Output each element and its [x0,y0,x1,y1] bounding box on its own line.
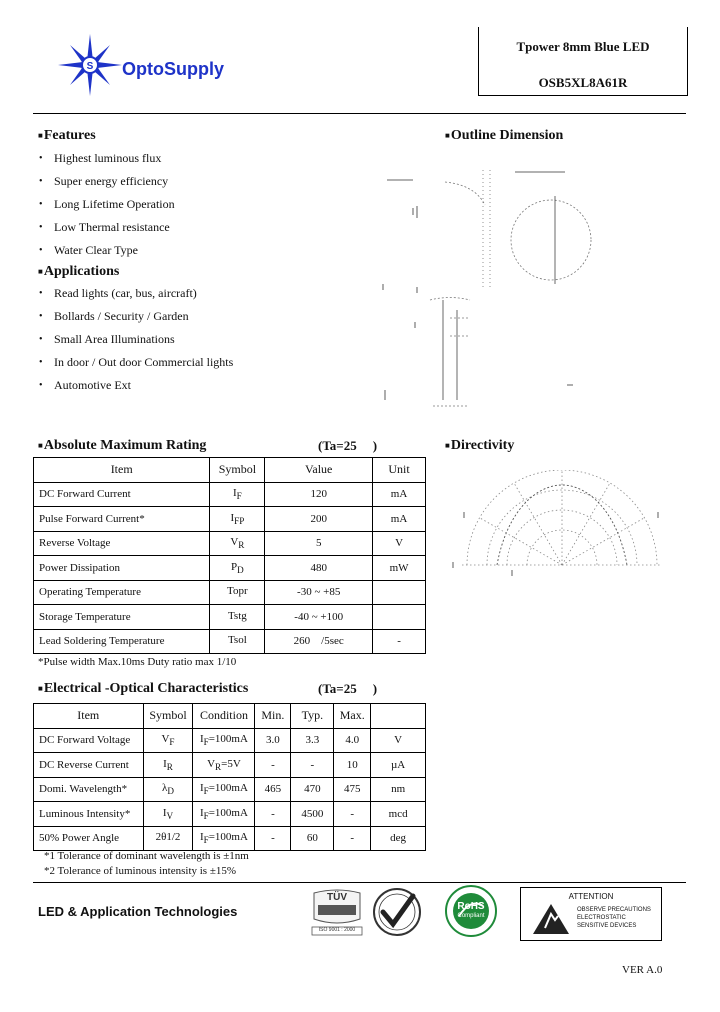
abs-max-condition [318,438,377,454]
condition-cell: $I_F=100mA$ [193,728,255,753]
col-header: Item [34,704,144,729]
item-cell: Reverse Voltage [34,531,210,556]
square-bullet-icon: ■ [38,684,43,693]
outline-title: Outline Dimension [450,128,564,143]
table-header-row [34,704,426,729]
symbol-cell: $V_R$ [210,531,265,556]
table-row [34,507,426,532]
attention-line: SENSITIVE DEVICES [577,923,637,929]
product-title: Tpower 8mm Blue LED [516,39,650,54]
condition-cell: $V_R=5V$ [193,753,255,778]
symbol-cell: $I_{FP}$ [210,507,265,532]
brand-name: OptoSupply [122,59,224,79]
applications-title: Applications [43,264,120,279]
unit-cell: mW [373,556,426,581]
value-cell: 5 [265,531,373,556]
condition-text: (Ta=25 [318,681,357,696]
item-cell: DC Forward Voltage [34,728,144,753]
condition-end: ) [372,438,378,453]
col-header: Value [265,458,373,483]
col-header: Min. [255,704,291,729]
condition-cell: $I_F=100mA$ [193,826,255,851]
esd-warning-icon [531,902,571,936]
applications-list [39,282,233,397]
directivity-title: Directivity [450,438,515,453]
unit-cell: mA [373,507,426,532]
electro-table [33,703,426,851]
table-row [34,482,426,507]
value-cell: -30 ~ +85 [265,580,373,605]
symbol-cell: Tsol [210,629,265,654]
electro-note-2: *2 Tolerance of luminous intensity is ±15% [44,865,237,877]
col-header: Condition [193,704,255,729]
item-cell: Luminous Intensity* [34,802,144,827]
checkmark-seal-icon [371,886,423,938]
condition-end: ) [372,681,378,696]
list-item: • Long Lifetime Operation [39,193,175,216]
unit-cell [373,605,426,630]
list-item: • Small Area Illuminations [39,328,233,351]
max-cell: 475 [334,777,371,802]
electro-condition [318,681,377,697]
electro-title: Electrical -Optical Characteristics [43,681,249,696]
footer-divider [33,882,686,883]
typ-cell: - [291,753,334,778]
min-cell: - [255,753,291,778]
list-item: • Highest luminous flux [39,147,175,170]
tuv-cert-badge [308,889,366,937]
typ-cell: 4500 [291,802,334,827]
value-cell: 480 [265,556,373,581]
item-cell: Domi. Wavelength* [34,777,144,802]
value-cell: -40 ~ +100 [265,605,373,630]
part-number: OSB5XL8A61R [538,75,628,90]
electro-heading [38,681,248,697]
symbol-cell: 2θ1/2 [143,826,193,851]
item-cell: Storage Temperature [34,605,210,630]
max-cell: 10 [334,753,371,778]
table-row [34,556,426,581]
max-cell: - [334,802,371,827]
outline-heading [445,128,563,144]
table-row [34,802,426,827]
symbol-cell: $P_D$ [210,556,265,581]
item-cell: DC Reverse Current [34,753,144,778]
unit-cell: V [371,728,426,753]
col-header: Item [34,458,210,483]
condition-cell: $I_F=100mA$ [193,802,255,827]
list-item: • Bollards / Security / Garden [39,305,233,328]
unit-cell [373,580,426,605]
value-cell: 200 [265,507,373,532]
item-cell: Pulse Forward Current* [34,507,210,532]
item-cell: Power Dissipation [34,556,210,581]
esd-attention-box [520,887,662,941]
col-header: Symbol [210,458,265,483]
version-label: VER A.0 [622,964,663,976]
electro-note-1: *1 Tolerance of dominant wavelength is ±1nm [44,850,249,862]
col-header: Symbol [143,704,193,729]
list-item: • Read lights (car, bus, aircraft) [39,282,233,305]
attention-line: ELECTROSTATIC [577,915,626,921]
features-title: Features [43,128,96,143]
condition-cell: $I_F=100mA$ [193,777,255,802]
attention-line: OBSERVE PRECAUTIONS [577,907,651,913]
abs-max-heading [38,438,206,454]
unit-cell: nm [371,777,426,802]
list-item: • Super energy efficiency [39,170,175,193]
rohs-label: RoHS [457,901,485,912]
tuv-label: TÜV [327,892,347,903]
applications-heading [38,264,119,280]
col-header: Max. [334,704,371,729]
table-header-row [34,458,426,483]
symbol-cell: Tstg [210,605,265,630]
table-row [34,826,426,851]
abs-max-title: Absolute Maximum Rating [43,438,207,453]
symbol-cell: Topr [210,580,265,605]
outline-drawing [375,160,605,415]
item-cell: 50% Power Angle [34,826,144,851]
symbol-cell: $V_F$ [143,728,193,753]
features-list [39,147,175,262]
square-bullet-icon: ■ [445,131,450,140]
header-title-box [478,27,688,96]
abs-max-table [33,457,426,654]
symbol-cell: $I_R$ [143,753,193,778]
typ-cell: 60 [291,826,334,851]
abs-max-note: *Pulse width Max.10ms Duty ratio max 1/10 [38,656,237,668]
list-item: • In door / Out door Commercial lights [39,351,233,374]
iso-label: ISO 9001 : 2000 [318,927,356,933]
condition-text: (Ta=25 [318,438,357,453]
unit-cell: mA [373,482,426,507]
directivity-heading [445,438,514,454]
symbol-cell: $I_V$ [143,802,193,827]
min-cell: 465 [255,777,291,802]
square-bullet-icon: ■ [38,441,43,450]
symbol-cell: $I_F$ [210,482,265,507]
table-row [34,753,426,778]
attention-text [577,906,651,930]
unit-cell: mcd [371,802,426,827]
attention-heading: ATTENTION [568,892,614,901]
col-header [371,704,426,729]
col-header: Typ. [291,704,334,729]
list-item: • Automotive Ext [39,374,233,397]
list-item: • Water Clear Type [39,239,175,262]
quality-check-badge [371,886,423,938]
company-logo [56,34,276,96]
min-cell: - [255,826,291,851]
unit-cell: - [373,629,426,654]
value-cell: 120 [265,482,373,507]
min-cell: - [255,802,291,827]
typ-cell: 3.3 [291,728,334,753]
rohs-badge [437,884,505,938]
max-cell: 4.0 [334,728,371,753]
square-bullet-icon: ■ [38,131,43,140]
col-header: Unit [373,458,426,483]
directivity-diagram [452,470,672,580]
svg-text:S: S [86,61,94,72]
table-row [34,605,426,630]
value-cell: 260 /5sec [265,629,373,654]
unit-cell: V [373,531,426,556]
item-cell: DC Forward Current [34,482,210,507]
footer-title: LED & Application Technologies [38,904,238,919]
list-item: • Low Thermal resistance [39,216,175,239]
table-row [34,777,426,802]
table-row [34,629,426,654]
unit-cell: deg [371,826,426,851]
max-cell: - [334,826,371,851]
min-cell: 3.0 [255,728,291,753]
table-row [34,531,426,556]
square-bullet-icon: ■ [445,441,450,450]
unit-cell: µA [371,753,426,778]
rohs-sub-label: Compliant [457,913,485,919]
table-row [34,580,426,605]
symbol-cell: $\lambda_D$ [143,777,193,802]
header-divider [33,113,686,114]
table-row [34,728,426,753]
features-heading [38,128,96,144]
square-bullet-icon: ■ [38,267,43,276]
typ-cell: 470 [291,777,334,802]
item-cell: Operating Temperature [34,580,210,605]
item-cell: Lead Soldering Temperature [34,629,210,654]
